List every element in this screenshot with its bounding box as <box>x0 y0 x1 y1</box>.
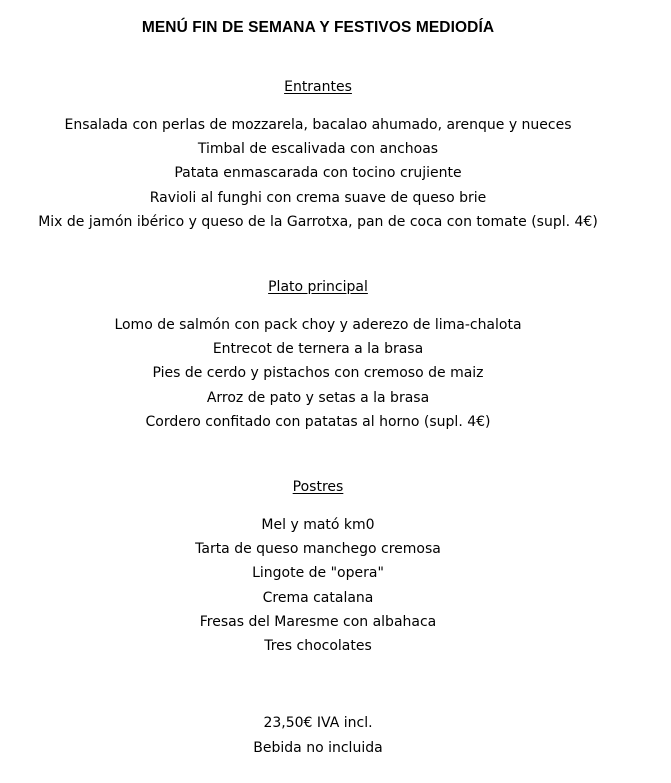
section-entrantes <box>0 76 636 234</box>
dish-item: Lomo de salmón con pack choy y aderezo de lima-chalota <box>114 317 522 333</box>
dish-item: Entrecot de ternera a la brasa <box>212 341 424 358</box>
dish-item: Lingote de "opera" <box>252 565 384 582</box>
dish-item: Timbal de escalivada con anchoas <box>197 141 439 158</box>
dish-item: Crema catalana <box>262 589 374 606</box>
section-plato-principal <box>0 276 636 434</box>
dish-item: Arroz de pato y setas a la brasa <box>206 389 430 406</box>
dish-item: Patata enmascarada con tocino crujiente <box>174 165 462 182</box>
dish-item: Tres chocolates <box>264 638 372 655</box>
section-heading-plato-principal: Plato principal <box>268 279 368 295</box>
drinks-note: Bebida no incluida <box>253 739 383 756</box>
menu-footer <box>0 711 636 760</box>
dish-item: Pies de cerdo y pistachos con cremoso de maiz <box>152 365 484 382</box>
section-postres <box>0 476 636 658</box>
section-heading-postres: Postres <box>292 479 344 495</box>
dish-list-entrantes <box>0 113 636 234</box>
section-heading-entrantes: Entrantes <box>284 79 352 95</box>
dish-item: Mel y mató km0 <box>261 517 375 533</box>
dish-list-postres <box>0 513 636 658</box>
dish-item: Fresas del Maresme con albahaca <box>199 613 437 630</box>
dish-item: Tarta de queso manchego cremosa <box>195 541 441 558</box>
dish-item: Cordero confitado con patatas al horno (supl. 4€) <box>145 413 491 430</box>
dish-list-plato-principal <box>0 313 636 434</box>
dish-item: Ravioli al funghi con crema suave de queso brie <box>149 189 487 206</box>
price-text: 23,50€ IVA incl. <box>263 715 373 731</box>
menu-title: MENÚ FIN DE SEMANA Y FESTIVOS MEDIODÍA <box>141 19 495 36</box>
dish-item: Ensalada con perlas de mozzarela, bacalao ahumado, arenque y nueces <box>64 117 572 133</box>
dish-item: Mix de jamón ibérico y queso de la Garrotxa, pan de coca con tomate (supl. 4€) <box>38 213 598 230</box>
